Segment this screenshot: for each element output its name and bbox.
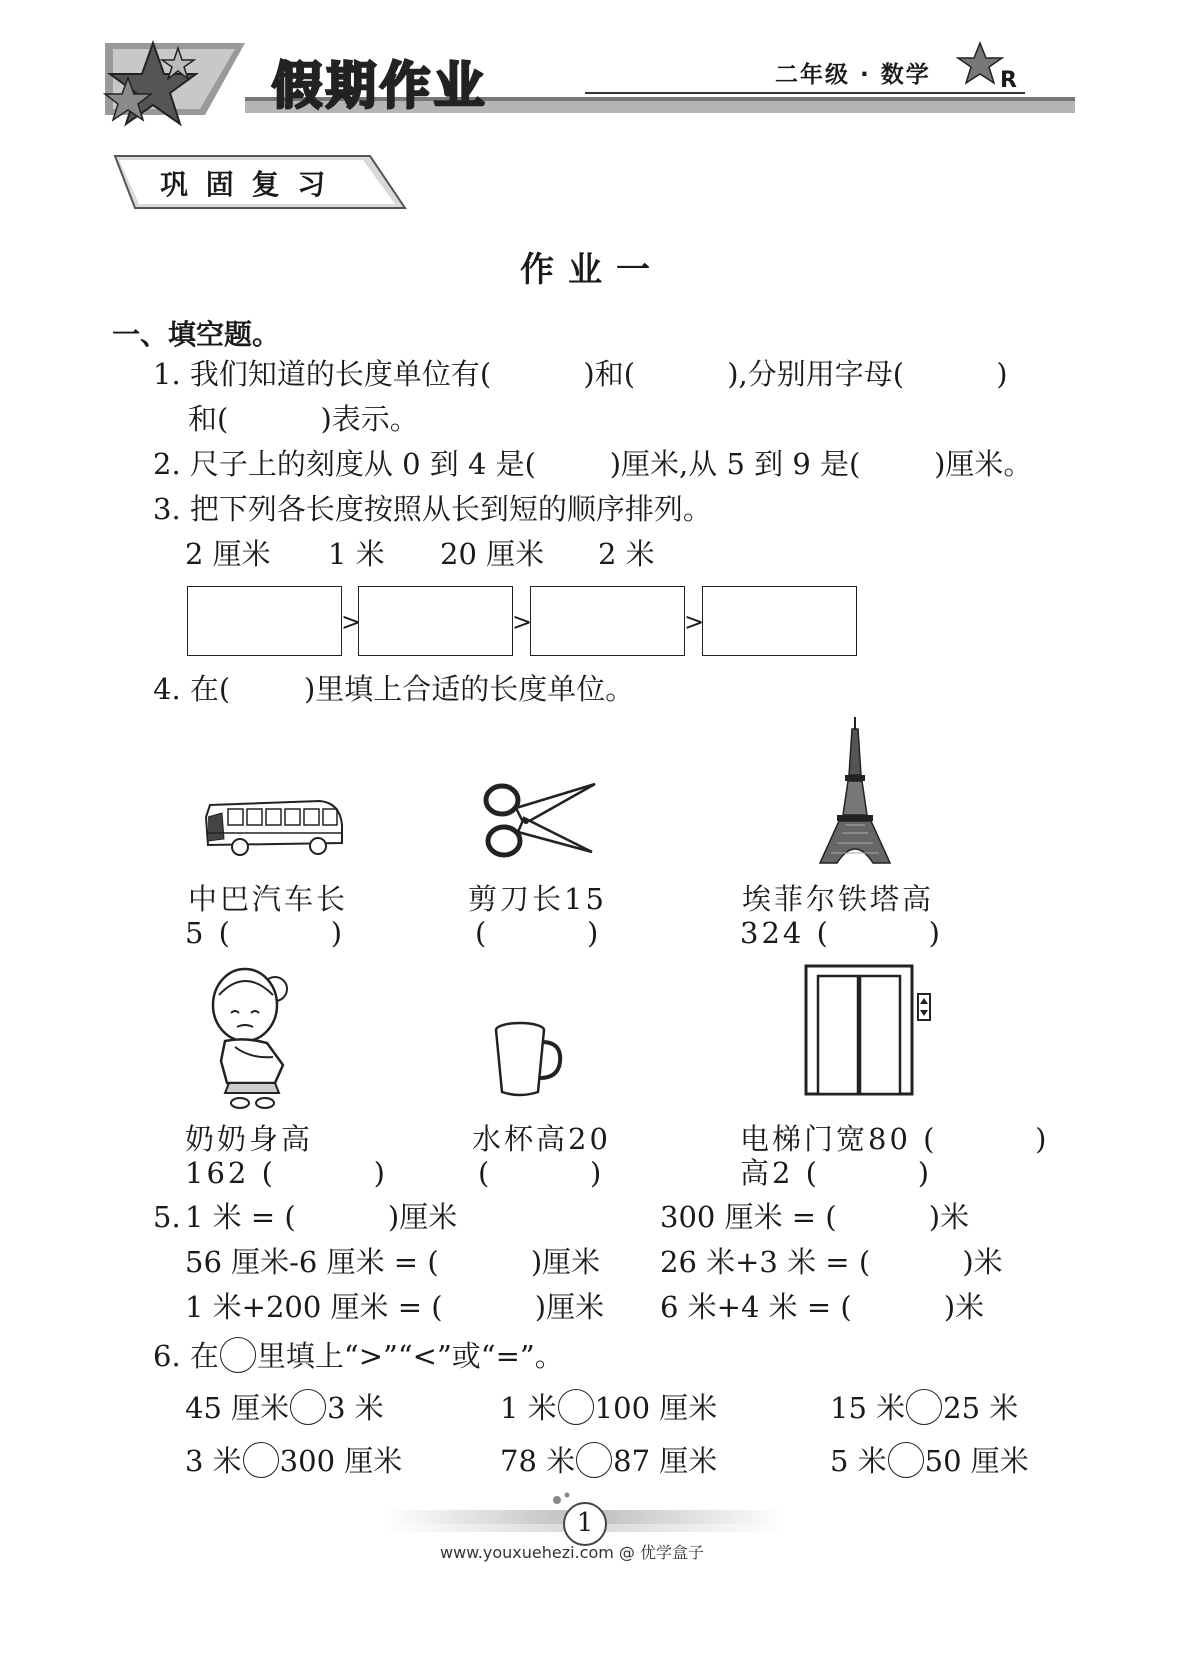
q3-item: 2 米 — [598, 537, 655, 571]
page-number: 1 — [576, 1508, 594, 1538]
question-6 — [153, 1340, 564, 1376]
answer-box-2[interactable] — [358, 586, 513, 656]
cup-icon — [490, 1020, 565, 1098]
compare-right: 50 厘米 — [924, 1444, 1029, 1478]
q4-answer-line: ( ) — [478, 1156, 605, 1190]
q4-caption: 中巴汽车长 — [188, 882, 349, 916]
q4-caption: 剪刀长15 — [468, 882, 607, 916]
compare-item — [185, 1392, 384, 1428]
question-3: 3. 把下列各长度按照从长到短的顺序排列。 — [153, 492, 712, 526]
edition-mark: R — [1000, 68, 1017, 93]
compare-circle[interactable] — [576, 1442, 612, 1478]
greater-than-symbol: > — [684, 608, 705, 636]
compare-circle[interactable] — [290, 1389, 326, 1425]
compare-right: 87 厘米 — [613, 1444, 718, 1478]
bus-icon — [200, 795, 350, 860]
q6-suffix: 里填上“>”“<”或“=”。 — [256, 1339, 564, 1373]
q5-item: 6 米+4 米 = ( )米 — [660, 1290, 985, 1324]
compare-left: 78 米 — [500, 1444, 576, 1478]
q4-answer-line: 162 ( ) — [185, 1156, 388, 1190]
compare-item — [185, 1445, 402, 1481]
question-5-label: 5. — [153, 1200, 181, 1234]
grade-subject: 二年级 · 数学 — [775, 62, 931, 88]
compare-left: 45 厘米 — [185, 1391, 290, 1425]
scissors-icon — [480, 778, 600, 863]
compare-item — [830, 1445, 1029, 1481]
header-banner — [95, 35, 1085, 145]
compare-left: 15 米 — [830, 1391, 906, 1425]
q3-item: 2 厘米 — [185, 537, 271, 571]
q4-answer-line: 324 ( ) — [740, 916, 943, 950]
star-cluster-icon — [98, 38, 208, 138]
q5-item: 300 厘米 = ( )米 — [660, 1200, 970, 1234]
q3-item: 20 厘米 — [440, 537, 545, 571]
greater-than-symbol: > — [341, 608, 362, 636]
q4-answer-line: 高2 ( ) — [740, 1156, 933, 1190]
q5-item: 56 厘米-6 厘米 = ( )厘米 — [185, 1245, 601, 1279]
circle-placeholder — [220, 1337, 256, 1373]
q4-caption: 奶奶身高 — [185, 1122, 314, 1156]
section-tab-label: 巩 固 复 习 — [160, 168, 330, 201]
elevator-icon — [802, 962, 942, 1097]
grandma-icon — [205, 965, 300, 1110]
compare-left: 5 米 — [830, 1444, 887, 1478]
book-title: 假期作业 — [272, 57, 488, 115]
q4-caption: 埃菲尔铁塔高 — [742, 882, 935, 916]
q5-item: 26 米+3 米 = ( )米 — [660, 1245, 1003, 1279]
compare-item — [500, 1392, 717, 1428]
q3-item: 1 米 — [328, 537, 385, 571]
section1-heading: 一、填空题。 — [112, 318, 281, 351]
answer-box-1[interactable] — [187, 586, 342, 656]
question-1-line1: 1. 我们知道的长度单位有( )和( ),分别用字母( ) — [153, 357, 1008, 391]
compare-right: 300 厘米 — [279, 1444, 403, 1478]
compare-item — [830, 1392, 1018, 1428]
eiffel-tower-icon — [815, 715, 895, 865]
compare-circle[interactable] — [888, 1442, 924, 1478]
compare-item — [500, 1445, 717, 1481]
compare-right: 25 米 — [943, 1391, 1019, 1425]
compare-circle[interactable] — [243, 1442, 279, 1478]
q5-item: 1 米+200 厘米 = ( )厘米 — [185, 1290, 605, 1324]
compare-left: 1 米 — [500, 1391, 557, 1425]
question-4: 4. 在( )里填上合适的长度单位。 — [153, 672, 635, 706]
worksheet-title: 作业一 — [520, 250, 664, 290]
compare-circle[interactable] — [558, 1389, 594, 1425]
answer-box-3[interactable] — [530, 586, 685, 656]
q6-prefix: 6. 在 — [153, 1339, 219, 1373]
q4-caption: 电梯门宽80 ( ) — [740, 1122, 1050, 1156]
compare-circle[interactable] — [906, 1389, 942, 1425]
q4-answer-line: ( ) — [475, 916, 602, 950]
compare-right: 100 厘米 — [594, 1391, 718, 1425]
compare-right: 3 米 — [327, 1391, 384, 1425]
q5-item: 1 米 = ( )厘米 — [185, 1200, 458, 1234]
question-1-line2: 和( )表示。 — [188, 402, 419, 436]
answer-box-4[interactable] — [702, 586, 857, 656]
q4-caption: 水杯高20 — [472, 1122, 611, 1156]
compare-left: 3 米 — [185, 1444, 242, 1478]
greater-than-symbol: > — [512, 608, 533, 636]
question-2: 2. 尺子上的刻度从 0 到 4 是( )厘米,从 5 到 9 是( )厘米。 — [153, 447, 1033, 481]
website-watermark: www.youxuehezi.com @ 优学盒子 — [440, 1543, 704, 1562]
q4-answer-line: 5 ( ) — [185, 916, 346, 950]
